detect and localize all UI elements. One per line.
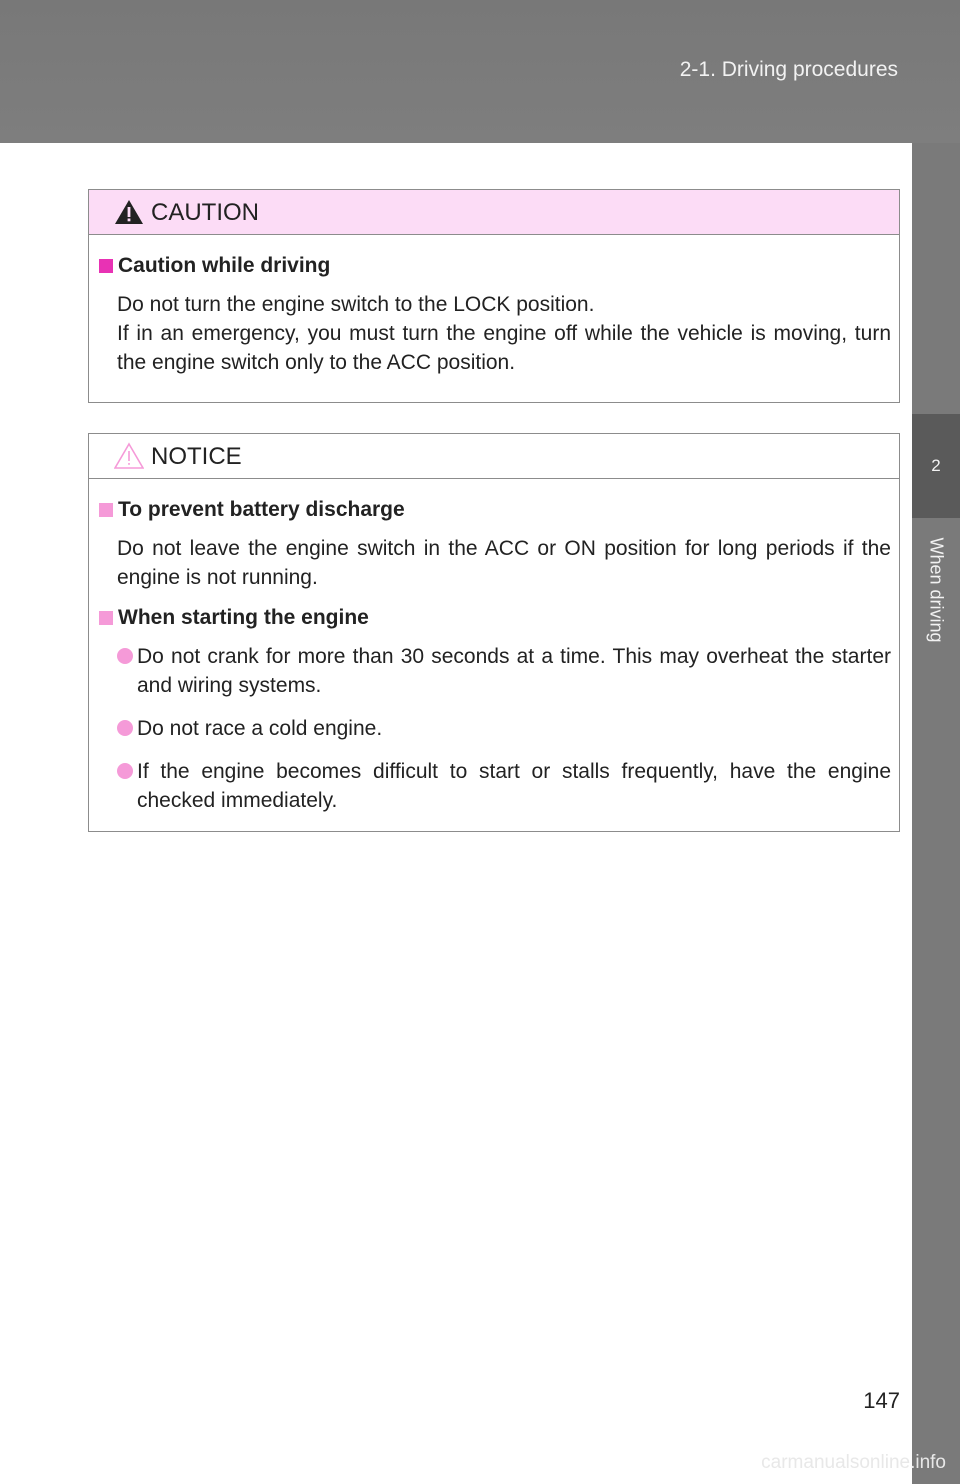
side-tab (912, 143, 960, 1484)
warning-triangle-icon (114, 198, 144, 231)
circle-bullet-icon (117, 763, 133, 779)
square-bullet-icon (99, 503, 113, 517)
caution-box (88, 189, 900, 403)
warning-outline-icon (114, 442, 144, 475)
caution-paragraph (117, 290, 891, 377)
square-bullet-icon (99, 611, 113, 625)
caution-title: CAUTION (151, 199, 259, 226)
list-item (137, 642, 891, 700)
caution-line-2: If in an emergency, you must turn the engine off while the vehicle is moving, turn the engine switch only to the ACC position. (117, 322, 891, 374)
caution-header (89, 190, 899, 235)
notice-title: NOTICE (151, 443, 242, 470)
chapter-label: When driving (926, 537, 947, 643)
caution-heading-text: Caution while driving (118, 254, 331, 277)
square-bullet-icon (99, 259, 113, 273)
notice-heading-text-2: When starting the engine (118, 606, 369, 629)
section-title: 2-1. Driving procedures (679, 58, 898, 81)
notice-section-heading-2 (99, 606, 891, 630)
chapter-number: 2 (912, 414, 960, 518)
notice-box (88, 433, 900, 832)
caution-content (89, 235, 899, 399)
bullet-text-2: Do not race a cold engine. (137, 717, 383, 740)
bullet-text-1: Do not crank for more than 30 seconds at a time. This may overheat the starter and wiring systems. (137, 645, 891, 697)
circle-bullet-icon (117, 720, 133, 736)
page-number: 147 (863, 1388, 900, 1413)
caution-line-1: Do not turn the engine switch to the LOCK position. (117, 293, 595, 316)
notice-header (89, 434, 899, 479)
notice-section-heading-1 (99, 498, 891, 522)
list-item (137, 714, 891, 743)
notice-heading-text-1: To prevent battery discharge (118, 498, 405, 521)
notice-content (89, 479, 899, 837)
list-item (137, 757, 891, 815)
bullet-text-3: If the engine becomes difficult to start or stalls frequently, have the engine checked immediately. (137, 760, 891, 812)
watermark: carmanualsonline.info (761, 1452, 946, 1473)
caution-section-heading (99, 254, 891, 278)
page-header (0, 0, 960, 143)
circle-bullet-icon (117, 648, 133, 664)
notice-paragraph-1: Do not leave the engine switch in the ACC or ON position for long periods if the engine is not running. (117, 537, 891, 589)
